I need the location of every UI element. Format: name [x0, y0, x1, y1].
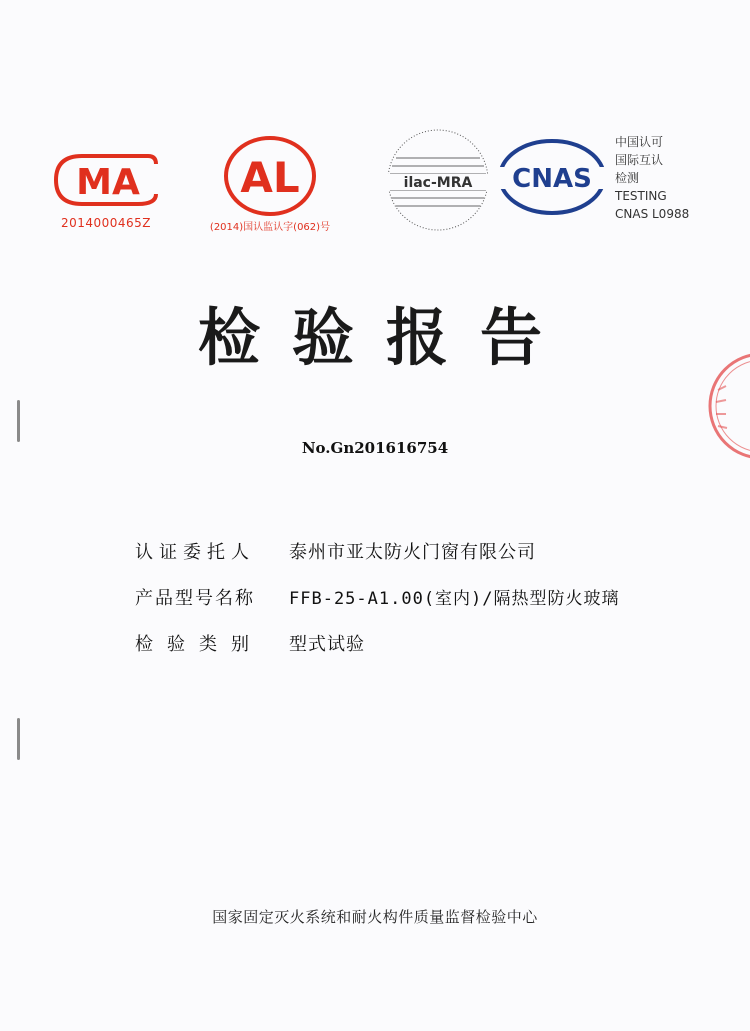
- ilac-mra-logo: [386, 128, 490, 232]
- report-number: No.Gn201616754: [301, 439, 449, 457]
- staple: [17, 718, 20, 760]
- document-title: 检验报告: [197, 301, 574, 374]
- cnas-logo-text: CNAS: [512, 164, 592, 194]
- cnas-line: 国际互认: [615, 153, 664, 167]
- cma-logo-text: MA: [76, 162, 140, 203]
- client-value: 泰州市亚太防火门窗有限公司: [289, 542, 536, 563]
- client-label: 认证委托人: [135, 542, 255, 563]
- cma-logo: [52, 150, 160, 210]
- cal-logo-text: AL: [240, 153, 300, 202]
- cal-code: (2014)国认监认字(062)号: [209, 222, 331, 233]
- cnas-line: CNAS L0988: [615, 207, 690, 221]
- cnas-accreditation-text: [615, 133, 689, 223]
- type-label: 检验类别: [135, 634, 263, 655]
- ilac-logo-text: ilac-MRA: [403, 175, 473, 191]
- info-table: [135, 538, 620, 676]
- cnas-logo: [496, 137, 608, 217]
- issuing-organization: 国家固定灭火系统和耐火构件质量监督检验中心: [212, 908, 538, 926]
- info-row-client: [135, 538, 620, 584]
- cma-code: 2014000465Z: [60, 216, 152, 230]
- info-row-product: [135, 584, 620, 630]
- staple: [17, 400, 20, 442]
- product-label: 产品型号名称: [135, 588, 255, 609]
- cnas-line: 检测: [615, 171, 640, 185]
- type-value: 型式试验: [289, 634, 365, 655]
- cnas-line: TESTING: [615, 189, 667, 203]
- product-value: FFB-25-A1.00(室内)/隔热型防火玻璃: [289, 589, 620, 609]
- info-row-type: [135, 630, 620, 676]
- cal-logo: [222, 134, 318, 218]
- red-seal-stamp: [706, 350, 750, 462]
- cnas-line: 中国认可: [615, 135, 664, 149]
